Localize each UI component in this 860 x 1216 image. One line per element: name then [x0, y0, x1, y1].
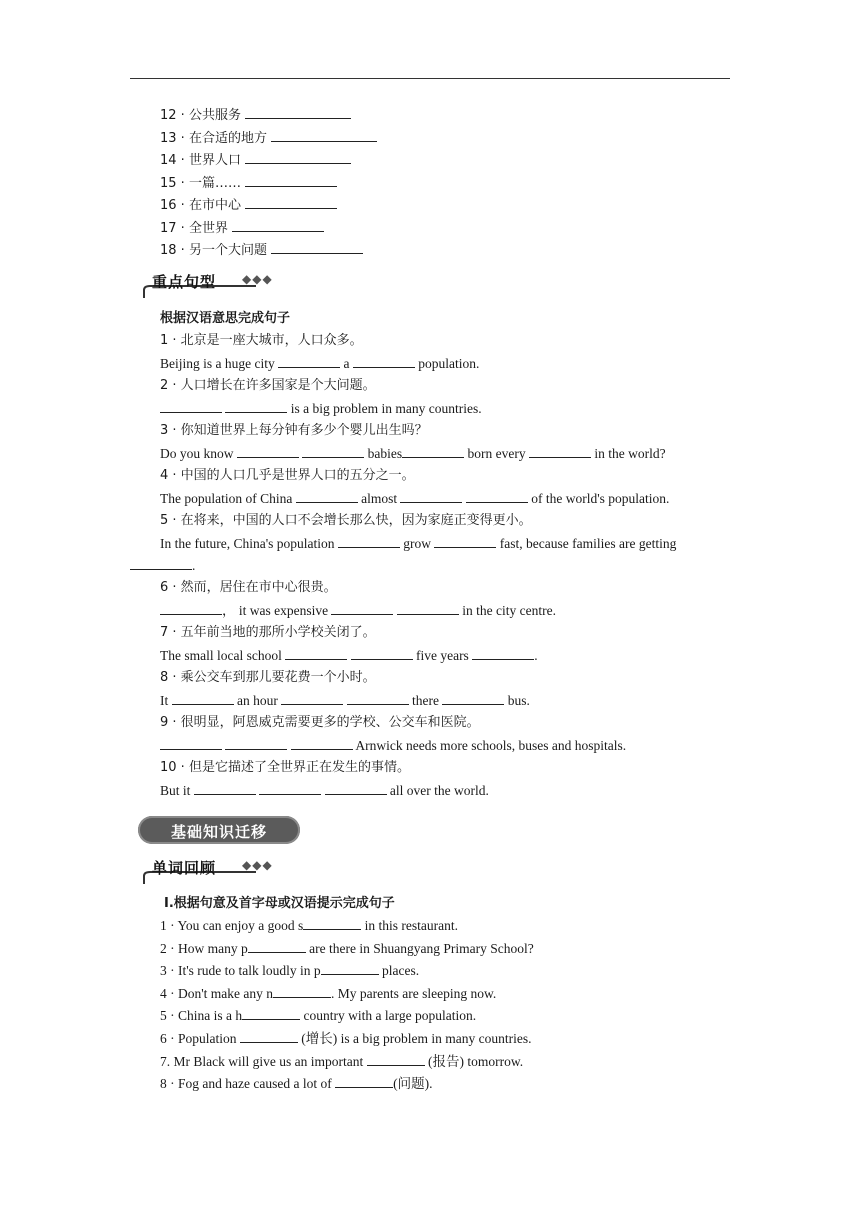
instruction: 根据汉语意思完成句子	[160, 311, 291, 326]
review-item: 3 · It's rude to talk loudly in p places.	[160, 963, 420, 978]
section-title: 基础知识迁移	[170, 823, 267, 841]
section-banner-word-review	[138, 856, 298, 880]
diamonds-icon: ◆◆◆	[242, 272, 273, 286]
sentence-en-cont: .	[130, 557, 195, 575]
sentence-en: It an hour there bus.	[160, 693, 530, 708]
section-title: 重点句型	[152, 273, 217, 291]
sentence-cn: 3 · 你知道世界上每分钟有多少个婴儿出生吗？	[160, 423, 428, 438]
sentence-cn: 10 · 但是它描述了全世界正在发生的事情。	[160, 760, 410, 775]
sentence-cn: 7 · 五年前当地的那所小学校关闭了。	[160, 625, 376, 640]
sentence-en: Do you know babies born every in the world?	[160, 446, 666, 461]
review-item: 7. Mr Black will give us an important (报告) tomorrow.	[160, 1054, 524, 1069]
diamonds-icon: ◆◆◆	[242, 858, 273, 872]
section-title: 单词回顾	[152, 859, 217, 877]
sentence-cn: 5 · 在将来，中国的人口不会增长那么快，因为家庭正变得更小。	[160, 513, 532, 528]
sentence-cn: 1 · 北京是一座大城市，人口众多。	[160, 333, 363, 348]
vocab-item: 12 · 公共服务	[160, 106, 351, 125]
vocab-item: 15 · 一篇……	[160, 174, 337, 193]
sentence-cn: 9 · 很明显，阿恩威克需要更多的学校、公交车和医院。	[160, 715, 480, 730]
sentence-cn: 6 · 然而，居住在市中心很贵。	[160, 580, 337, 595]
review-item: 2 · How many p are there in Shuangyang Primary School?	[160, 941, 534, 956]
vocab-item: 18 · 另一个大问题	[160, 241, 363, 260]
sentence-en: In the future, China's population grow fast, because families are getting	[160, 536, 677, 551]
vocab-item: 16 · 在市中心	[160, 196, 337, 215]
sentence-en: is a big problem in many countries.	[160, 400, 482, 418]
review-item: 1 · You can enjoy a good s in this restaurant.	[160, 918, 458, 933]
vocab-item: 13 · 在合适的地方	[160, 129, 377, 148]
review-item: 4 · Don't make any n . My parents are sleeping now.	[160, 986, 497, 1001]
header-rule	[130, 78, 730, 79]
sentence-en: The population of China almost of the world's population.	[160, 491, 670, 506]
review-item: 8 · Fog and haze caused a lot of (问题).	[160, 1076, 433, 1091]
instruction: Ⅰ.根据句意及首字母或汉语提示完成句子	[164, 896, 395, 911]
review-item: 5 · China is a h country with a large population.	[160, 1008, 477, 1023]
vocab-item: 14 · 世界人口	[160, 151, 351, 170]
section-banner-key-sentences	[138, 270, 298, 294]
sentence-cn: 4 · 中国的人口几乎是世界人口的五分之一。	[160, 468, 415, 483]
vocab-item: 17 · 全世界	[160, 219, 324, 238]
sentence-en: Arnwick needs more schools, buses and hospitals.	[160, 737, 626, 755]
sentence-en: But it all over the world.	[160, 783, 489, 798]
review-item: 6 · Population (增长) is a big problem in many countries.	[160, 1031, 532, 1046]
sentence-en: ， it was expensive in the city centre.	[160, 602, 556, 620]
sentence-en: The small local school five years .	[160, 648, 538, 663]
section-banner-transfer	[138, 816, 300, 844]
sentence-cn: 8 · 乘公交车到那儿要花费一个小时。	[160, 670, 376, 685]
sentence-en: Beijing is a huge city a population.	[160, 356, 480, 371]
sentence-cn: 2 · 人口增长在许多国家是个大问题。	[160, 378, 376, 393]
